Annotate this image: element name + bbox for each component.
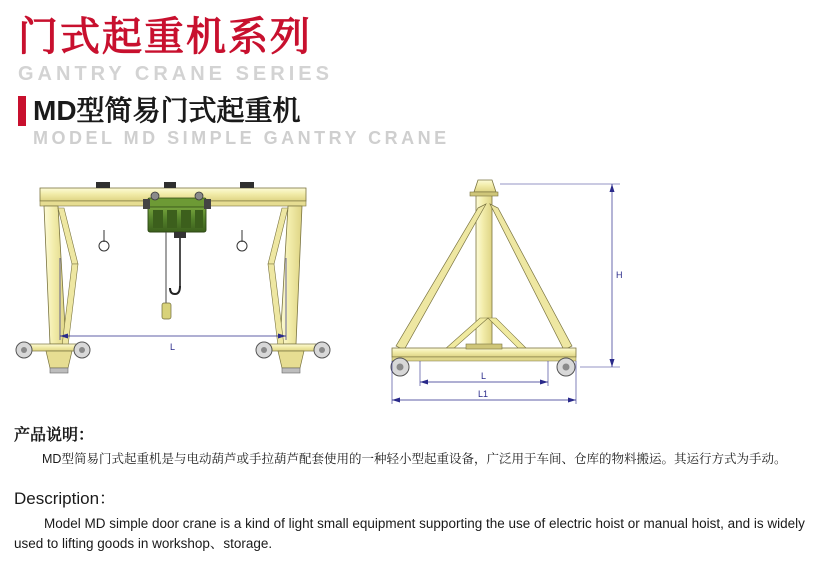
- page-title-en: GANTRY CRANE SERIES: [18, 63, 333, 85]
- description-en-section: [14, 484, 826, 553]
- front-view: [16, 182, 330, 373]
- page-subtitle-cn: MD型简易门式起重机: [33, 95, 301, 126]
- side-height-label: H: [616, 270, 623, 280]
- subtitle-row: [18, 96, 818, 127]
- description-en-body: [14, 514, 826, 553]
- side-overall-label: L1: [478, 389, 489, 399]
- page-subtitle-en: MODEL MD SIMPLE GANTRY CRANE: [33, 127, 450, 148]
- page-title-cn: 门式起重机系列: [18, 15, 312, 59]
- electric-hoist: [143, 192, 211, 232]
- description-cn-body: MD型简易门式起重机是与电动葫芦或手拉葫芦配套使用的一种轻小型起重设备，广泛用于车间、仓库的物料搬运。其运行方式为手动。: [42, 452, 787, 466]
- description-cn-section: [14, 422, 826, 469]
- side-base-label: L: [481, 371, 487, 381]
- dimension-base-L: [420, 361, 548, 386]
- front-span-label: L: [170, 342, 176, 352]
- accent-bar: [18, 96, 26, 126]
- description-en-text: Model MD simple door crane is a kind of light small equipment supporting the use of electric hoist or manual hoist, and is widely used to lifting goods in workshop、storage.: [14, 516, 805, 551]
- technical-drawing: [0, 168, 840, 418]
- dimension-span-L: [60, 258, 286, 352]
- description-en-heading: Description：: [14, 489, 117, 508]
- page-header: [18, 14, 818, 149]
- description-cn-heading: 产品说明：: [14, 427, 95, 444]
- dimension-overall-L1: [392, 361, 576, 404]
- side-view: [391, 180, 623, 404]
- crane-drawing-svg: [0, 168, 840, 418]
